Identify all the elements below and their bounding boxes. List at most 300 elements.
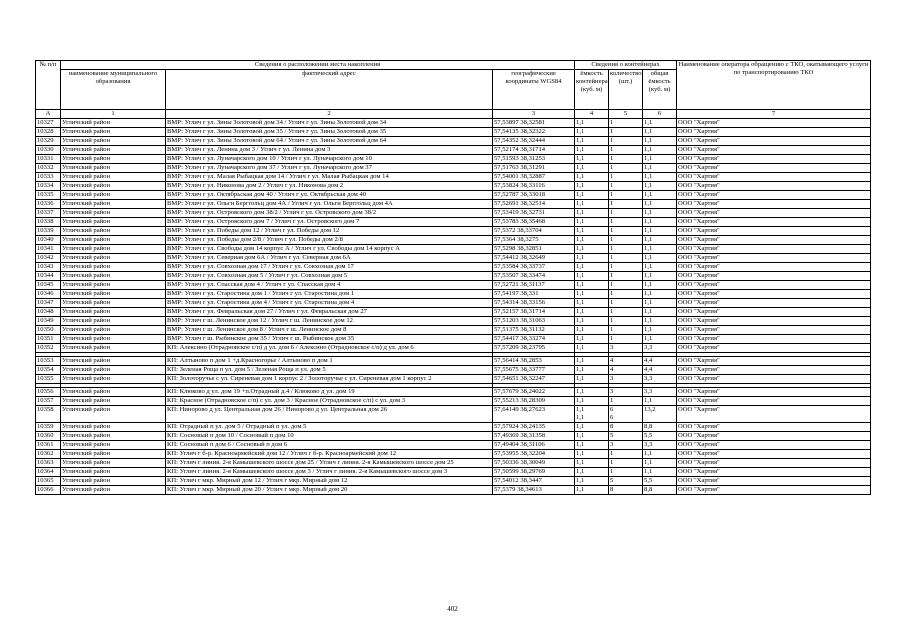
table-row [36,209,871,218]
capacity-cell-line: 1,1 [576,414,585,421]
quantity-cell: 3 [609,344,643,353]
table-row [36,459,871,468]
total-capacity-cell: 3,3 [643,388,677,397]
header-total-capacity: общая ёмкость (куб. м) [643,70,677,110]
address-cell: ВМР: Углич г ул. Старостина дом 4 / Углич г ул. Старостина дом 4 [166,299,493,308]
quantity-cell: 1 [609,468,643,477]
capacity-cell: 1,1 [575,200,609,209]
table-row [36,423,871,432]
quantity-cell: 1 [609,182,643,191]
address-cell: ВМР: Углич г ул. Старостина дом 1 / Углич г ул. Старостина дом 1 [166,290,493,299]
address-cell: ВМР: Углич г ш. Рыбинское дом 35 / Углич г ш. Рыбинское дом 35 [166,335,493,344]
address-cell: ВМР: Углич г ул. Свободы дом 14 корпус А / Углич г ул. Свободы дом 14 корпус А [166,245,493,254]
row-number: 10364 [36,468,61,477]
operator-cell: ООО "Хартия" [677,335,871,344]
total-capacity-cell: 1,1 [643,335,677,344]
capacity-cell: 1,1 [575,397,609,406]
operator-cell: ООО "Хартия" [677,344,871,353]
table-row [36,366,871,375]
header-location-group: Сведения о расположении места накопления [61,61,575,70]
column-number-cell: 6 [643,110,677,119]
operator-cell: ООО "Хартия" [677,486,871,495]
quantity-cell: 1 [609,263,643,272]
capacity-cell: 1,1 [575,236,609,245]
table-row [36,357,871,366]
table-row [36,155,871,164]
coordinates-cell: 57,57924 38,24135 [493,423,575,432]
operator-cell: ООО "Хартия" [677,357,871,366]
quantity-cell: 1 [609,335,643,344]
coordinates-cell: 57,64149 38,27623 [493,406,575,423]
total-capacity-cell: 1,1 [643,263,677,272]
municipality-cell: Угличский район [61,290,166,299]
table-row [36,344,871,353]
row-number: 10328 [36,128,61,137]
row-number: 10361 [36,441,61,450]
address-cell: ВМР: Углич г ул. Зины Золотовой дом 35 / Углич г ул. Зины Золотовой дом 35 [166,128,493,137]
capacity-cell: 1,1 [575,191,609,200]
quantity-cell: 4 [609,357,643,366]
table-row [36,468,871,477]
quantity-cell: 1 [609,450,643,459]
municipality-cell: Угличский район [61,200,166,209]
capacity-cell: 1,1 [575,299,609,308]
row-number: 10340 [36,236,61,245]
waste-sites-table [35,60,871,495]
operator-cell: ООО "Хартия" [677,236,871,245]
quantity-cell: 1 [609,459,643,468]
row-number: 10341 [36,245,61,254]
municipality-cell: Угличский район [61,137,166,146]
quantity-cell: 1 [609,299,643,308]
municipality-cell: Угличский район [61,486,166,495]
registry-sheet [35,60,870,495]
capacity-cell: 1,1 [575,468,609,477]
operator-cell: ООО "Хартия" [677,182,871,191]
coordinates-cell: 57,5364 38,3275 [493,236,575,245]
coordinates-cell: 57,51593 38,31253 [493,155,575,164]
row-number: 10349 [36,317,61,326]
address-cell: ВМР: Углич г ул. Победы дом 12 / Углич г ул. Победы дом 12 [166,227,493,236]
capacity-cell: 1,1 [575,290,609,299]
header-containers-group: Сведения о контейнерах [575,61,677,70]
total-capacity-cell: 4,4 [643,366,677,375]
municipality-cell: Угличский район [61,218,166,227]
coordinates-cell: 57,54352 38,32444 [493,137,575,146]
quantity-cell: 1 [609,209,643,218]
total-capacity-cell: 1,1 [643,450,677,459]
coordinates-cell: 57,53783 38,35468 [493,218,575,227]
total-capacity-cell: 1,1 [643,308,677,317]
capacity-cell: 1,1 [575,128,609,137]
row-number: 10332 [36,164,61,173]
municipality-cell: Угличский район [61,375,166,384]
operator-cell: ООО "Хартия" [677,191,871,200]
total-capacity-cell: 1,1 [643,468,677,477]
table-row [36,317,871,326]
table-row [36,432,871,441]
coordinates-cell: 57,53824 38,33116 [493,182,575,191]
municipality-cell: Угличский район [61,236,166,245]
quantity-cell: 1 [609,146,643,155]
address-cell: ВМР: Углич г ш. Ленинское дом 8 / Углич г ш. Ленинское дом 8 [166,326,493,335]
table-row [36,137,871,146]
table-row [36,218,871,227]
operator-cell: ООО "Хартия" [677,209,871,218]
table-row [36,128,871,137]
coordinates-cell: 57,54417 38,33274 [493,335,575,344]
quantity-cell: 1 [609,272,643,281]
municipality-cell: Угличский район [61,388,166,397]
operator-cell: ООО "Хартия" [677,388,871,397]
coordinates-cell: 57,52721 38,31137 [493,281,575,290]
municipality-cell: Угличский район [61,281,166,290]
table-row [36,388,871,397]
capacity-cell: 1,1 [575,227,609,236]
table-row [36,486,871,495]
operator-cell: ООО "Хартия" [677,164,871,173]
capacity-cell: 1,1 [575,272,609,281]
quantity-cell-line: 6 [610,406,614,413]
table-row [36,441,871,450]
coordinates-cell: 57,5298 38,32851 [493,245,575,254]
operator-cell: ООО "Хартия" [677,375,871,384]
header-quantity: количество (шт.) [609,70,643,110]
address-cell: КП: Сосновый п дом 6 / Сосновый п дом 6 [166,441,493,450]
quantity-cell: 1 [609,128,643,137]
municipality-cell: Угличский район [61,182,166,191]
operator-cell: ООО "Хартия" [677,406,871,423]
total-capacity-cell: 1,1 [643,182,677,191]
municipality-cell: Угличский район [61,173,166,182]
total-capacity-cell: 1,1 [643,272,677,281]
row-number: 10350 [36,326,61,335]
total-capacity-cell: 1,1 [643,146,677,155]
address-cell: КП: Алтыново п дом 1 +д.Красногорье / Алтыново п дом 1 [166,357,493,366]
operator-cell: ООО "Хартия" [677,477,871,486]
municipality-cell: Угличский район [61,423,166,432]
table-row [36,146,871,155]
table-row [36,191,871,200]
coordinates-cell: 57,5372 38,33704 [493,227,575,236]
quantity-cell: 3 [609,388,643,397]
quantity-cell: 1 [609,218,643,227]
capacity-cell: 1,1 [575,344,609,353]
address-cell: КП: Зеленая Роща п ул. дом 5 / Зеленая Роща п ул. дом 5 [166,366,493,375]
address-cell: КП: Золоторучье с ул. Сиреневая дом 1 корпус 2 / Золоторучье с ул. Сиреневая дом 1 корпус 2 [166,375,493,384]
row-number: 10352 [36,344,61,353]
municipality-cell: Угличский район [61,450,166,459]
table-row [36,477,871,486]
quantity-cell: 1 [609,164,643,173]
capacity-cell: 1,1 [575,366,609,375]
coordinates-cell: 57,52174 38,31714 [493,146,575,155]
row-number: 10338 [36,218,61,227]
row-number: 10336 [36,200,61,209]
table-row [36,326,871,335]
capacity-cell: 1,1 [575,335,609,344]
address-cell: КП: Красное (Отрадновское с/п) с ул. дом 3 / Красное (Отрадновское с/п) с ул. дом 3 [166,397,493,406]
table-row [36,227,871,236]
coordinates-cell: 57,56414 38,2853 [493,357,575,366]
operator-cell: ООО "Хартия" [677,272,871,281]
address-cell: ВМР: Углич г ул. Совхозная дом 17 / Углич г ул. Совхозная дом 17 [166,263,493,272]
operator-cell: ООО "Хартия" [677,432,871,441]
row-number: 10337 [36,209,61,218]
table-row [36,272,871,281]
capacity-cell: 1,1 [575,254,609,263]
coordinates-cell: 57,53507 38,33474 [493,272,575,281]
table-row [36,375,871,384]
coordinates-cell: 57,57679 38,24022 [493,388,575,397]
coordinates-cell: 57,54012 38,3447 [493,477,575,486]
address-cell: КП: Углич г мкр. Мирный дом 12 / Углич г мкр. Мирный дом 12 [166,477,493,486]
address-cell: ВМР: Углич г ул. Совхозная дом 5 / Углич г ул. Совхозная дом 5 [166,272,493,281]
address-cell: ВМР: Углич г ул. Спасская дом 4 / Углич г ул. Спасская дом 4 [166,281,493,290]
total-capacity-cell: 1,1 [643,227,677,236]
operator-cell: ООО "Хартия" [677,366,871,375]
municipality-cell: Угличский район [61,146,166,155]
quantity-cell: 1 [609,317,643,326]
quantity-cell-line: 6 [610,414,614,421]
column-number-cell: А [36,110,61,119]
coordinates-cell: 57,49369 38,31358 [493,432,575,441]
operator-cell: ООО "Хартия" [677,459,871,468]
address-cell: ВМР: Углич г ул. Луначарского дом 10 / Углич г ул. Луначарского дом 10 [166,155,493,164]
table-row [36,335,871,344]
operator-cell: ООО "Хартия" [677,299,871,308]
row-number: 10360 [36,432,61,441]
address-cell: ВМР: Углич г ул. Северная дом 6А / Углич г ул. Северная дом 6А [166,254,493,263]
coordinates-cell: 57,52787 38,33018 [493,191,575,200]
capacity-cell: 1,1 [575,486,609,495]
table-row [36,164,871,173]
operator-cell: ООО "Хартия" [677,290,871,299]
table-row [36,397,871,406]
quantity-cell: 8 [609,486,643,495]
municipality-cell: Угличский район [61,432,166,441]
quantity-cell: 1 [609,308,643,317]
quantity-cell: 1 [609,227,643,236]
operator-cell: ООО "Хартия" [677,146,871,155]
row-number: 10357 [36,397,61,406]
row-number: 10331 [36,155,61,164]
total-capacity-cell: 8,8 [643,486,677,495]
row-number: 10330 [36,146,61,155]
quantity-cell: 5 [609,432,643,441]
total-capacity-cell: 1,1 [643,326,677,335]
coordinates-cell: 57,54135 38,32322 [493,128,575,137]
capacity-cell: 1,1 [575,155,609,164]
row-number: 10362 [36,450,61,459]
total-capacity-cell: 1,1 [643,236,677,245]
address-cell: ВМР: Углич г ул. Ольги Берггольц дом 4А / Углич г ул. Ольги Берггольц дом 4А [166,200,493,209]
address-cell: КП: Алексино (Отрадновское с/п) д ул. дом 6 / Алексино (Отрадновское с/п) д ул. дом 6 [166,344,493,353]
municipality-cell: Угличский район [61,119,166,128]
total-capacity-cell: 1,1 [643,137,677,146]
municipality-cell: Угличский район [61,406,166,423]
capacity-cell: 1,1 [575,164,609,173]
operator-cell: ООО "Хартия" [677,254,871,263]
coordinates-cell: 57,54001 38,32887 [493,173,575,182]
total-capacity-cell: 1,1 [643,155,677,164]
municipality-cell: Угличский район [61,227,166,236]
total-capacity-cell: 1,1 [643,299,677,308]
municipality-cell: Угличский район [61,191,166,200]
address-cell: КП: Углич г линия. 2-я Камышевского шоссе дом 25 / Углич г линия. 2-я Камышевского шоссе дом 25 [166,459,493,468]
capacity-cell: 1,1 [575,146,609,155]
total-capacity-cell: 1,1 [643,128,677,137]
row-number: 10335 [36,191,61,200]
operator-cell: ООО "Хартия" [677,397,871,406]
quantity-cell: 1 [609,326,643,335]
row-number: 10355 [36,375,61,384]
coordinates-cell: 57,51763 38,31291 [493,164,575,173]
total-capacity-cell: 1,1 [643,397,677,406]
capacity-cell: 1,1 [575,281,609,290]
column-number-cell: 3 [493,110,575,119]
municipality-cell: Угличский район [61,308,166,317]
capacity-cell: 1,1 [575,423,609,432]
table-row [36,308,871,317]
address-cell: ВМР: Углич г ул. Февральская дом 27 / Углич г ул. Февральская дом 27 [166,308,493,317]
table-row [36,119,871,128]
table-row [36,281,871,290]
operator-cell: ООО "Хартия" [677,155,871,164]
address-cell: КП: Углич г линия. 2-я Камышевского шоссе дом 3 / Углич г линия. 2-я Камышевского шоссе дом 3 [166,468,493,477]
quantity-cell: 1 [609,155,643,164]
operator-cell: ООО "Хартия" [677,245,871,254]
row-number: 10353 [36,357,61,366]
operator-cell: ООО "Хартия" [677,468,871,477]
page-number: 402 [447,605,458,613]
capacity-cell: 1,1 [575,459,609,468]
total-capacity-cell: 1,1 [643,164,677,173]
total-capacity-cell: 1,1 [643,218,677,227]
operator-cell: ООО "Хартия" [677,137,871,146]
address-cell: ВМР: Углич г ул. Победы дом 2/8 / Углич г ул. Победы дом 2/8 [166,236,493,245]
municipality-cell: Угличский район [61,335,166,344]
total-capacity-cell: 8,8 [643,423,677,432]
table-body [36,119,871,495]
row-number: 10354 [36,366,61,375]
address-cell: ВМР: Углич г ш. Ленинское дом 12 / Углич г ш. Ленинское дом 12 [166,317,493,326]
operator-cell: ООО "Хартия" [677,200,871,209]
capacity-cell: 1,1 [575,245,609,254]
coordinates-cell: 57,51375 38,31132 [493,326,575,335]
coordinates-cell: 57,53897 38,32581 [493,119,575,128]
coordinates-cell: 57,53584 38,33737 [493,263,575,272]
address-cell: ВМР: Углич г ул. Малая Рыбацкая дом 14 / Углич г ул. Малая Рыбацкая дом 14 [166,173,493,182]
quantity-cell [609,406,643,423]
table-row [36,406,871,423]
capacity-cell: 1,1 [575,477,609,486]
municipality-cell: Угличский район [61,477,166,486]
municipality-cell: Угличский район [61,366,166,375]
operator-cell: ООО "Хартия" [677,423,871,432]
capacity-cell: 1,1 [575,375,609,384]
column-number-cell: 1 [61,110,166,119]
municipality-cell: Угличский район [61,326,166,335]
row-number: 10339 [36,227,61,236]
address-cell: ВМР: Углич г ул. Зины Золотовой дом 34 / Углич г ул. Зины Золотовой дом 34 [166,119,493,128]
operator-cell: ООО "Хартия" [677,128,871,137]
municipality-cell: Угличский район [61,468,166,477]
row-number: 10333 [36,173,61,182]
quantity-cell: 1 [609,119,643,128]
row-number: 10359 [36,423,61,432]
coordinates-cell: 57,55675 38,33777 [493,366,575,375]
table-row [36,290,871,299]
table-row [36,299,871,308]
operator-cell: ООО "Хартия" [677,441,871,450]
quantity-cell: 8 [609,423,643,432]
row-number: 10365 [36,477,61,486]
quantity-cell: 1 [609,137,643,146]
operator-cell: ООО "Хартия" [677,227,871,236]
municipality-cell: Угличский район [61,441,166,450]
coordinates-cell: 57,54314 38,33156 [493,299,575,308]
table-row [36,200,871,209]
coordinates-cell: 57,49404 38,31106 [493,441,575,450]
capacity-cell: 1,1 [575,173,609,182]
operator-cell: ООО "Хартия" [677,450,871,459]
quantity-cell: 1 [609,173,643,182]
quantity-cell: 1 [609,191,643,200]
operator-cell: ООО "Хартия" [677,263,871,272]
quantity-cell: 3 [609,441,643,450]
address-cell: ВМР: Углич г ул. Островского дом 38/2 / Углич г ул. Островского дом 38/2 [166,209,493,218]
total-capacity-cell: 1,1 [643,290,677,299]
municipality-cell: Угличский район [61,272,166,281]
total-capacity-cell: 4,4 [643,357,677,366]
table-row [36,245,871,254]
column-numbering-row [36,110,871,119]
capacity-cell: 1,1 [575,326,609,335]
column-number-cell: 4 [575,110,609,119]
header-capacity: ёмкость контейнера (куб. м) [575,70,609,110]
column-number-cell: 5 [609,110,643,119]
quantity-cell: 1 [609,200,643,209]
capacity-cell-line: 1,1 [576,406,585,413]
quantity-cell: 3 [609,375,643,384]
operator-cell: ООО "Хартия" [677,317,871,326]
capacity-cell: 1,1 [575,357,609,366]
header-number: № п/п [36,61,61,110]
coordinates-cell: 57,52691 38,32514 [493,200,575,209]
row-number: 10346 [36,290,61,299]
coordinates-cell: 57,5379 38,34613 [493,486,575,495]
quantity-cell: 4 [609,366,643,375]
address-cell: КП: Сосновый п дом 10 / Сосновый п дом 10 [166,432,493,441]
row-number: 10347 [36,299,61,308]
row-number: 10348 [36,308,61,317]
quantity-cell: 1 [609,397,643,406]
total-capacity-cell: 1,1 [643,119,677,128]
municipality-cell: Угличский район [61,317,166,326]
row-number: 10363 [36,459,61,468]
table-row [36,173,871,182]
operator-cell: ООО "Хартия" [677,281,871,290]
address-cell: КП: Углич г мкр. Мирный дом 20 / Углич г мкр. Мирный дом 20 [166,486,493,495]
header-operator: Наименование оператора обращению с ТКО, окатывающего услуги по транспортированию ТКО [677,61,871,110]
row-number: 10327 [36,119,61,128]
municipality-cell: Угличский район [61,128,166,137]
address-cell: КП: Углич г б-р. Красноармейский дом 12 / Углич г б-р. Красноармейский дом 12 [166,450,493,459]
total-capacity-cell: 1,1 [643,173,677,182]
municipality-cell: Угличский район [61,263,166,272]
capacity-cell: 1,1 [575,308,609,317]
